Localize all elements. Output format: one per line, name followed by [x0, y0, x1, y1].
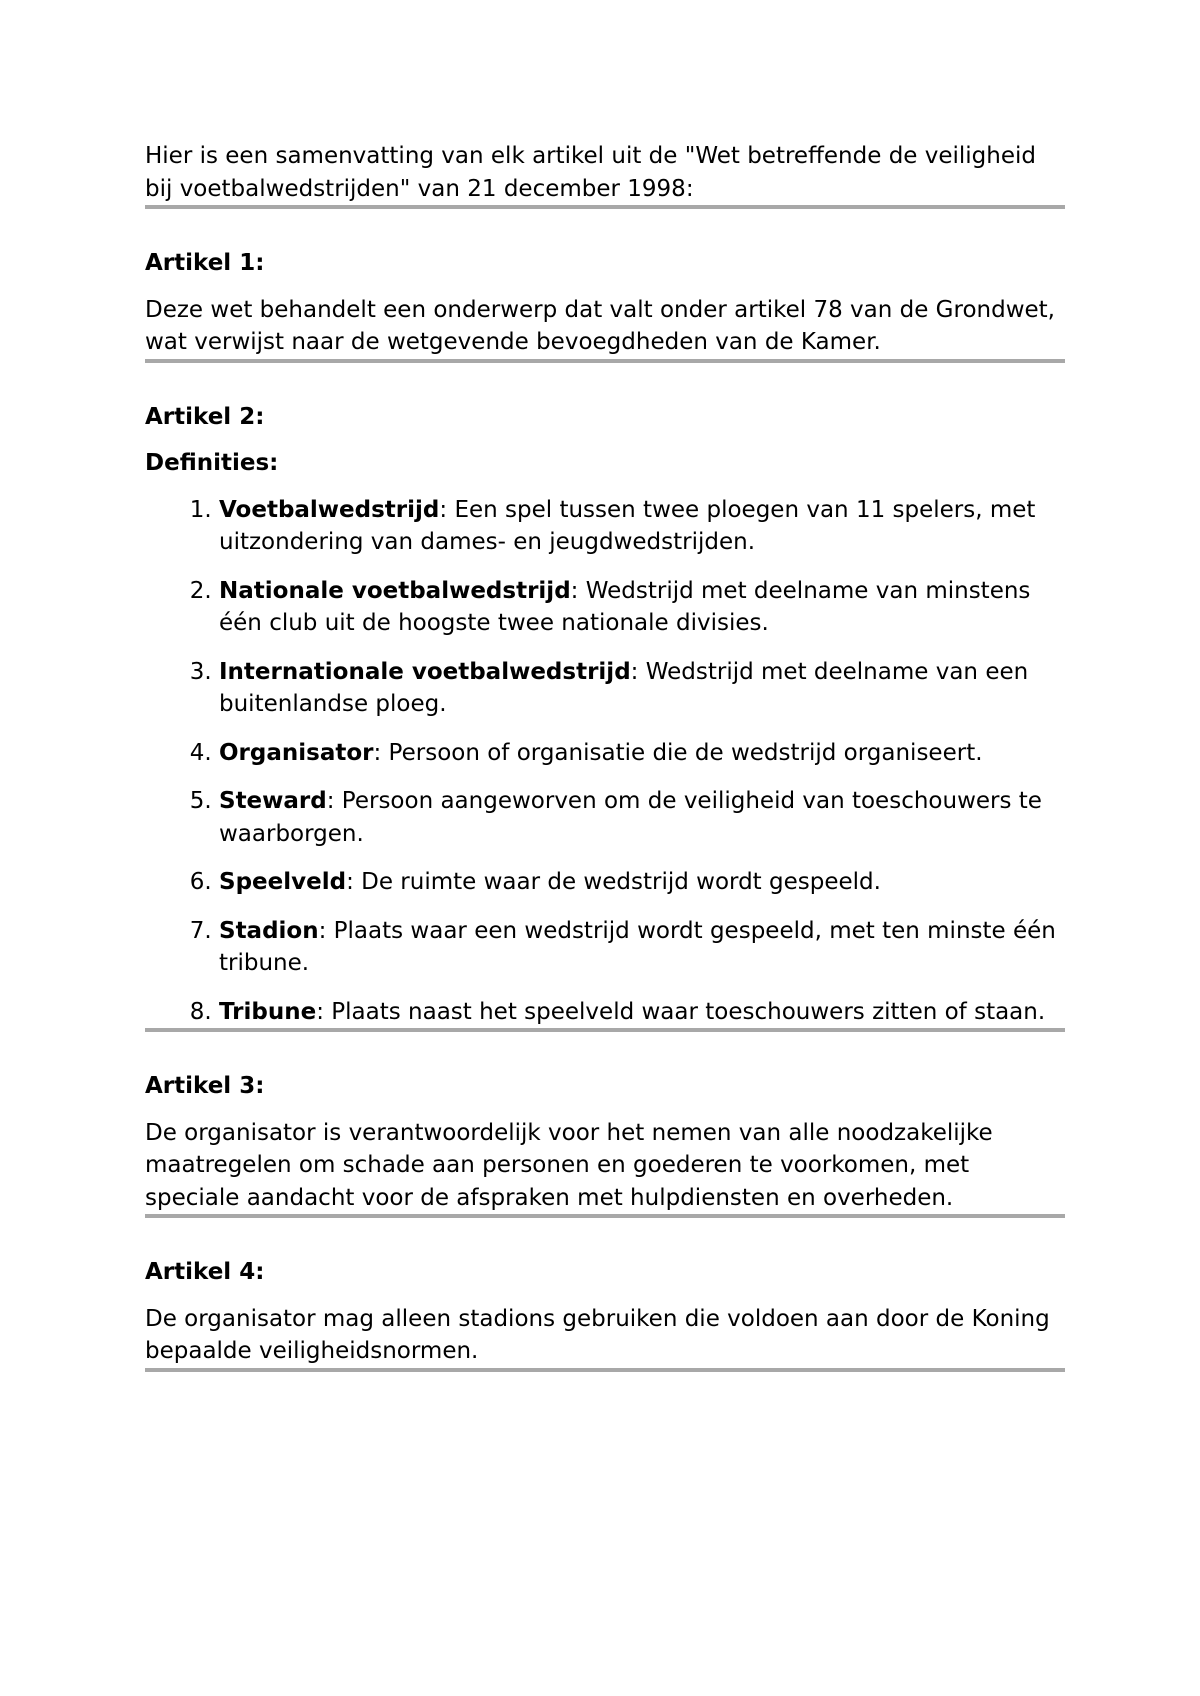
definition-term: Internationale voetbalwedstrijd	[219, 658, 631, 685]
definition-text: : Wedstrijd met deelname van minstens één club uit de hoogste twee nationale divisies.	[219, 577, 1031, 636]
definities-subheading: Definities:	[145, 450, 279, 476]
list-item	[219, 494, 1065, 559]
artikel-2-heading: Artikel 2:	[145, 403, 265, 430]
artikel-4-heading: Artikel 4:	[145, 1259, 265, 1285]
artikel-4-body: De organisator mag alleen stadions gebruiken die voldoen aan door de Koning bepaalde veiligheidsnormen.	[145, 1305, 1050, 1364]
artikel-1-heading: Artikel 1:	[145, 250, 265, 276]
artikel-3-section	[145, 1070, 1065, 1214]
definition-text: : Plaats naast het speelveld waar toeschouwers zitten of staan.	[316, 998, 1046, 1025]
definition-term: Voetbalwedstrijd	[219, 496, 440, 523]
divider	[145, 1028, 1065, 1032]
artikel-2-section	[145, 401, 1065, 1029]
definition-term: Steward	[219, 788, 327, 814]
divider	[145, 205, 1065, 209]
definition-text: : Persoon of organisatie die de wedstrijd organiseert.	[373, 739, 983, 766]
intro-paragraph: Hier is een samenvatting van elk artikel uit de "Wet betreffende de veiligheid bij voetbalwedstrijden" van 21 december 1998:	[145, 143, 1037, 202]
artikel-3-body: De organisator is verantwoordelijk voor het nemen van alle noodzakelijke maatregelen om schade aan personen en goederen te voorkomen, met speciale aandacht voor de afspraken met hulpdiensten en overheden.	[145, 1119, 993, 1211]
definition-term: Speelveld	[219, 869, 347, 895]
list-item	[219, 575, 1065, 640]
definition-text: : Een spel tussen twee ploegen van 11 spelers, met uitzondering van dames- en jeugdwedstrijden.	[219, 496, 1036, 555]
artikel-4-section	[145, 1256, 1065, 1368]
definition-term: Tribune	[219, 998, 317, 1025]
definition-term: Organisator	[219, 739, 374, 766]
divider	[145, 1368, 1065, 1372]
artikel-3-heading: Artikel 3:	[145, 1073, 265, 1099]
list-item	[219, 737, 1065, 770]
artikel-1-body: Deze wet behandelt een onderwerp dat valt onder artikel 78 van de Grondwet, wat verwijst naar de wetgevende bevoegdheden van de Kamer.	[145, 296, 1055, 355]
list-item	[219, 996, 1065, 1029]
list-item	[219, 785, 1065, 850]
artikel-1-section	[145, 247, 1065, 359]
divider	[145, 359, 1065, 363]
definition-term: Nationale voetbalwedstrijd	[219, 577, 571, 604]
list-item	[219, 866, 1065, 899]
list-item	[219, 915, 1065, 980]
definition-text: : Plaats waar een wedstrijd wordt gespeeld, met ten minste één tribune.	[219, 917, 1056, 976]
definition-text: : Wedstrijd met deelname van een buitenlandse ploeg.	[219, 658, 1029, 717]
definitions-list	[145, 494, 1065, 1029]
definition-text: : Persoon aangeworven om de veiligheid van toeschouwers te waarborgen.	[219, 788, 1042, 847]
list-item	[219, 656, 1065, 721]
definition-text: : De ruimte waar de wedstrijd wordt gespeeld.	[346, 869, 881, 895]
document-page	[145, 140, 1065, 1372]
divider	[145, 1214, 1065, 1218]
definition-term: Stadion	[219, 917, 319, 944]
